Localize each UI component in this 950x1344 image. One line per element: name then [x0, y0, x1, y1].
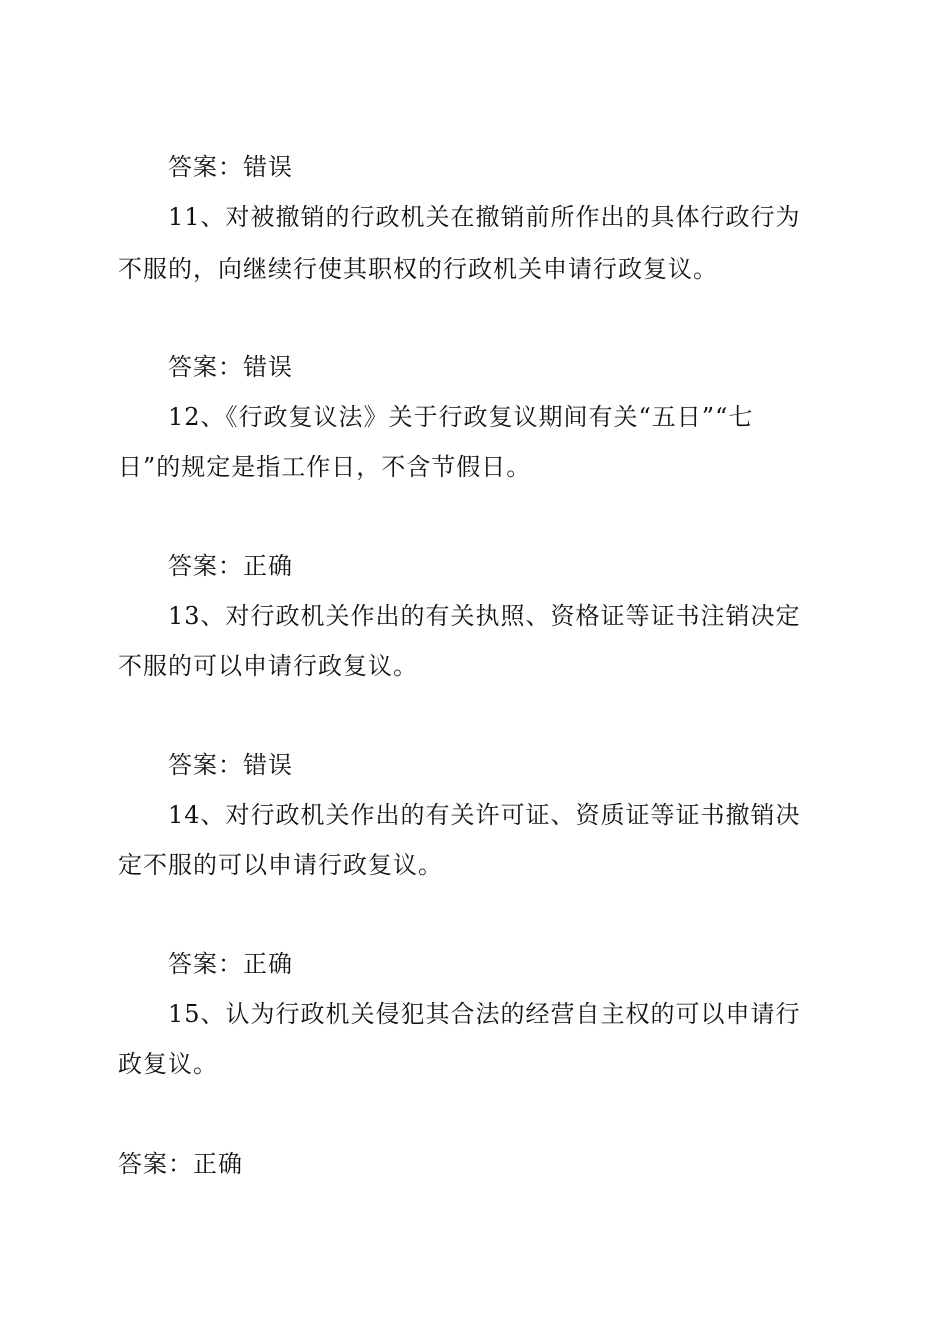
answer-line-11: 答案：错误	[168, 353, 293, 381]
question-12-line-1: 12、《行政复议法》关于行政复议期间有关“五日”“七	[168, 403, 754, 431]
question-12-line-2: 日”的规定是指工作日，不含节假日。	[118, 453, 532, 481]
question-13-line-2: 不服的可以申请行政复议。	[118, 652, 418, 680]
question-13-line-1: 13、对行政机关作出的有关执照、资格证等证书注销决定	[168, 602, 801, 630]
question-11-line-2: 不服的，向继续行使其职权的行政机关申请行政复议。	[118, 255, 718, 283]
answer-line-13: 答案：错误	[168, 751, 293, 779]
answer-line-14: 答案：正确	[168, 950, 293, 978]
question-14-line-2: 定不服的可以申请行政复议。	[118, 851, 443, 879]
answer-line-12: 答案：正确	[168, 552, 293, 580]
answer-line-10: 答案：错误	[168, 153, 293, 181]
question-14-line-1: 14、对行政机关作出的有关许可证、资质证等证书撤销决	[168, 801, 801, 829]
answer-line-15: 答案：正确	[118, 1150, 243, 1178]
question-15-line-2: 政复议。	[118, 1050, 218, 1078]
question-15-line-1: 15、认为行政机关侵犯其合法的经营自主权的可以申请行	[168, 1000, 801, 1028]
question-11-line-1: 11、对被撤销的行政机关在撤销前所作出的具体行政行为	[168, 203, 801, 231]
